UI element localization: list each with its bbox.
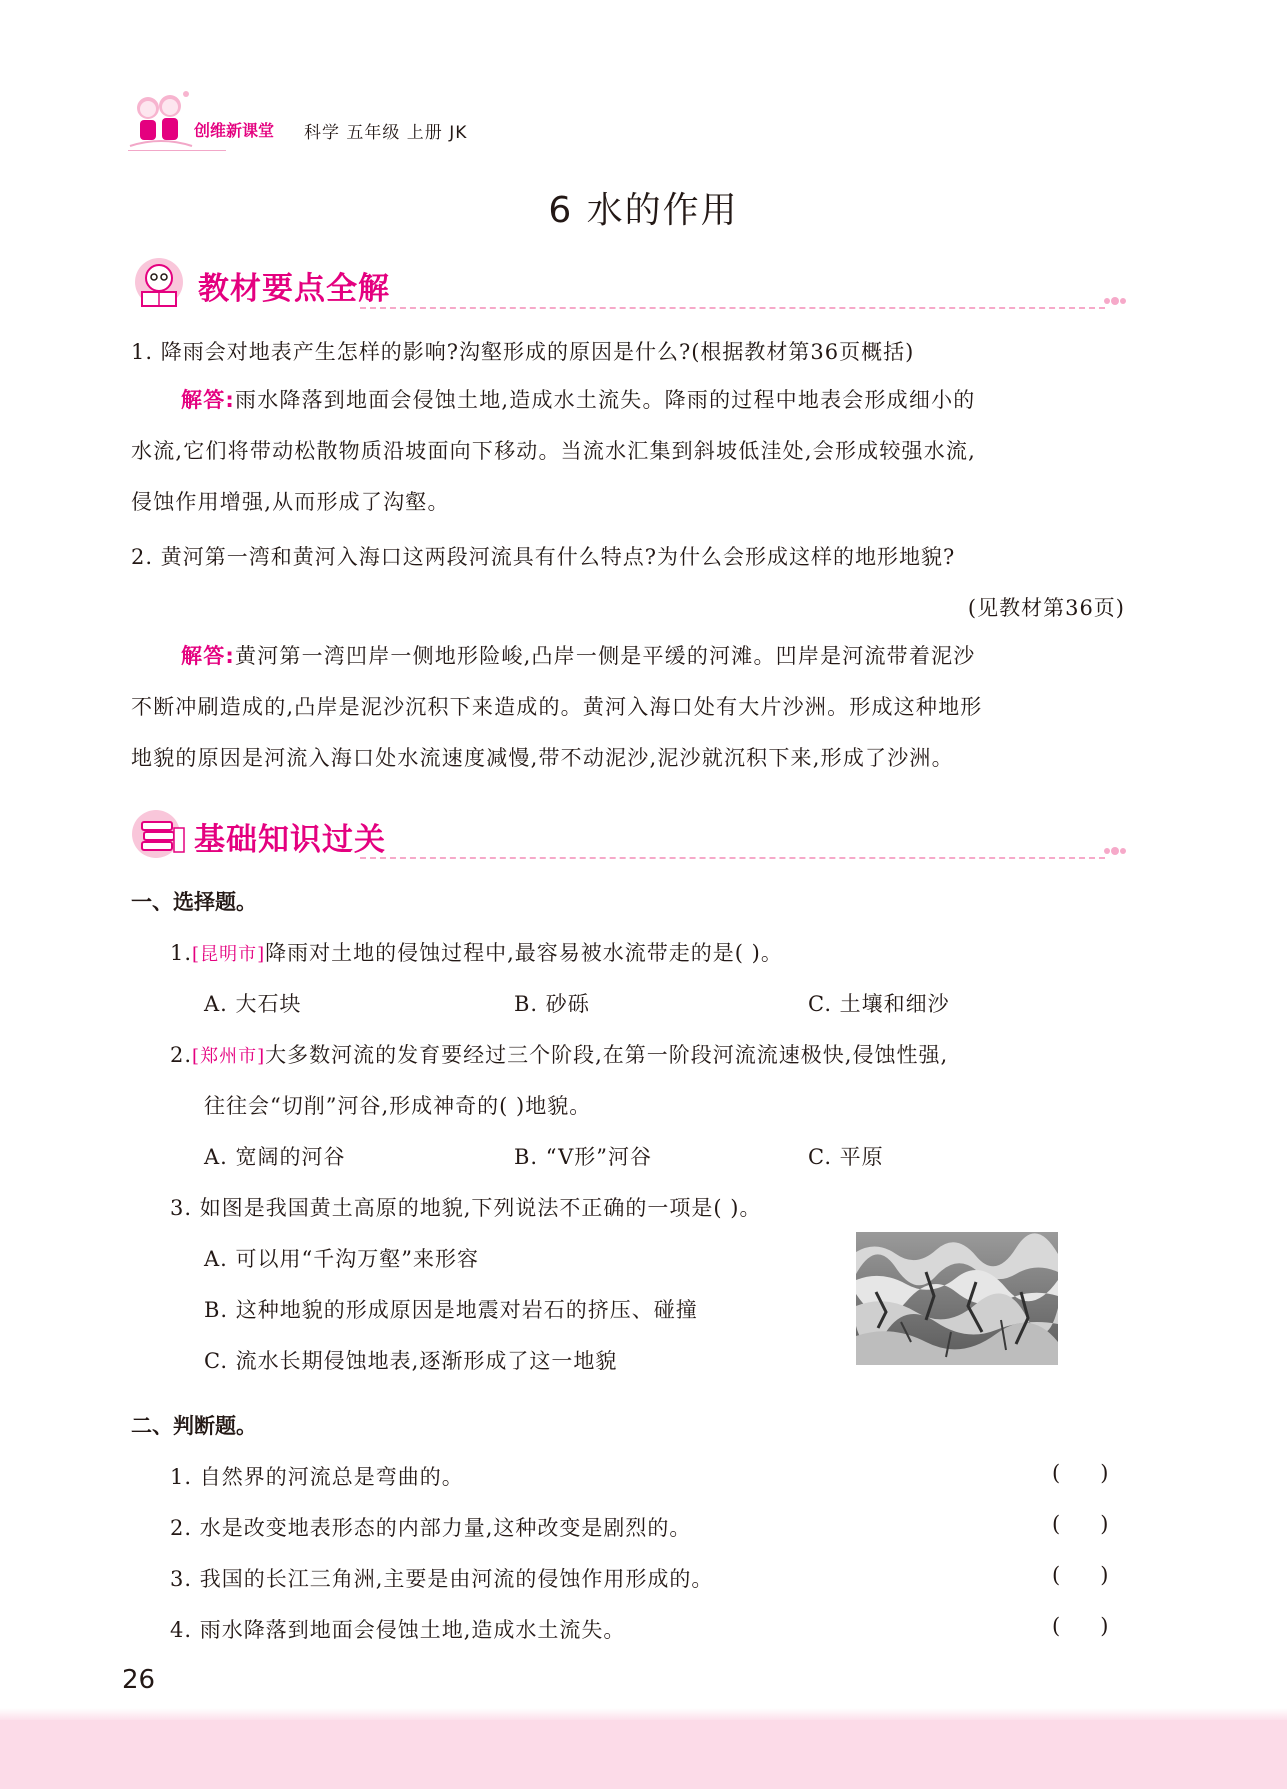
lesson-title: 6 水的作用 — [548, 190, 739, 231]
option-b: B. 这种地貌的形成原因是地震对岩石的挤压、碰撞 — [204, 1298, 698, 1322]
dashed-divider — [360, 307, 1105, 309]
option-a: A. 大石块 — [204, 992, 302, 1016]
part-heading: 二、判断题。 — [131, 1414, 257, 1438]
page-number: 26 — [122, 1665, 156, 1695]
option-c: C. 平原 — [808, 1145, 884, 1169]
answer-text: 不断冲刷造成的,凸岸是泥沙沉积下来造成的。黄河入海口处有大片沙洲。形成这种地形 — [131, 695, 983, 719]
answer-blank[interactable]: ( ) — [1052, 1461, 1109, 1485]
answer-text: 侵蚀作用增强,从而形成了沟壑。 — [131, 490, 450, 514]
option-a: A. 可以用“千沟万壑”来形容 — [204, 1247, 479, 1271]
footer-band — [0, 1720, 1287, 1789]
answer-text: 雨水降落到地面会侵蚀土地,造成水土流失。降雨的过程中地表会形成细小的 — [235, 388, 976, 412]
option-b: B. 砂砾 — [514, 992, 590, 1016]
textbook-reference: (见教材第36页) — [967, 596, 1125, 620]
dots-decoration-icon — [1102, 844, 1128, 858]
header-divider — [128, 150, 226, 151]
kids-logo-icon — [126, 88, 196, 152]
judgement-item: 1. 自然界的河流总是弯曲的。 — [170, 1465, 464, 1489]
answer-text: 地貌的原因是河流入海口处水流速度减慢,带不动泥沙,泥沙就沉积下来,形成了沙洲。 — [131, 746, 954, 770]
question-text: 3. 如图是我国黄土高原的地貌,下列说法不正确的一项是( )。 — [170, 1196, 762, 1220]
judgement-item: 3. 我国的长江三角洲,主要是由河流的侵蚀作用形成的。 — [170, 1567, 714, 1591]
answer-paragraph — [131, 631, 1126, 784]
answer-blank[interactable]: ( ) — [1052, 1512, 1109, 1536]
loess-plateau-photo — [856, 1232, 1058, 1365]
question-number: 1. — [170, 941, 193, 965]
question-item — [170, 1039, 948, 1069]
dots-decoration-icon — [1102, 294, 1128, 308]
brand-name: 创维新课堂 — [194, 121, 275, 140]
answer-blank[interactable]: ( ) — [1052, 1563, 1109, 1587]
reading-girl-icon — [130, 258, 188, 310]
answer-text: 水流,它们将带动松散物质沿坡面向下移动。当流水汇集到斜坡低洼处,会形成较强水流, — [131, 439, 977, 463]
book-stack-icon — [130, 808, 188, 860]
section-title: 教材要点全解 — [198, 271, 390, 307]
question-text: 1. 降雨会对地表产生怎样的影响?沟壑形成的原因是什么?(根据教材第36页概括) — [131, 340, 915, 364]
dashed-divider — [360, 857, 1105, 859]
answer-blank[interactable]: ( ) — [1052, 1614, 1109, 1638]
question-item — [170, 937, 783, 967]
question-text-continued: 往往会“切削”河谷,形成神奇的( )地貌。 — [204, 1094, 592, 1118]
answer-text: 黄河第一湾凹岸一侧地形险峻,凸岸一侧是平缓的河滩。凹岸是河流带着泥沙 — [235, 644, 976, 668]
answer-label: 解答: — [181, 644, 235, 668]
question-text: 大多数河流的发育要经过三个阶段,在第一阶段河流流速极快,侵蚀性强, — [265, 1043, 949, 1067]
option-a: A. 宽阔的河谷 — [204, 1145, 346, 1169]
source-tag: [昆明市] — [192, 944, 266, 965]
source-tag: [郑州市] — [192, 1046, 266, 1067]
answer-paragraph — [131, 375, 1126, 528]
question-number: 2. — [170, 1043, 193, 1067]
option-c: C. 土壤和细沙 — [808, 992, 950, 1016]
answer-label: 解答: — [181, 388, 235, 412]
judgement-item: 4. 雨水降落到地面会侵蚀土地,造成水土流失。 — [170, 1618, 626, 1642]
subject-info: 科学 五年级 上册 JK — [304, 123, 468, 143]
question-text: 2. 黄河第一湾和黄河入海口这两段河流具有什么特点?为什么会形成这样的地形地貌? — [131, 545, 956, 569]
option-c: C. 流水长期侵蚀地表,逐渐形成了这一地貌 — [204, 1349, 618, 1373]
option-b: B. “V形”河谷 — [514, 1145, 653, 1169]
section-title: 基础知识过关 — [194, 822, 386, 858]
judgement-item: 2. 水是改变地表形态的内部力量,这种改变是剧烈的。 — [170, 1516, 692, 1540]
part-heading: 一、选择题。 — [131, 890, 257, 914]
question-text: 降雨对土地的侵蚀过程中,最容易被水流带走的是( )。 — [265, 941, 783, 965]
